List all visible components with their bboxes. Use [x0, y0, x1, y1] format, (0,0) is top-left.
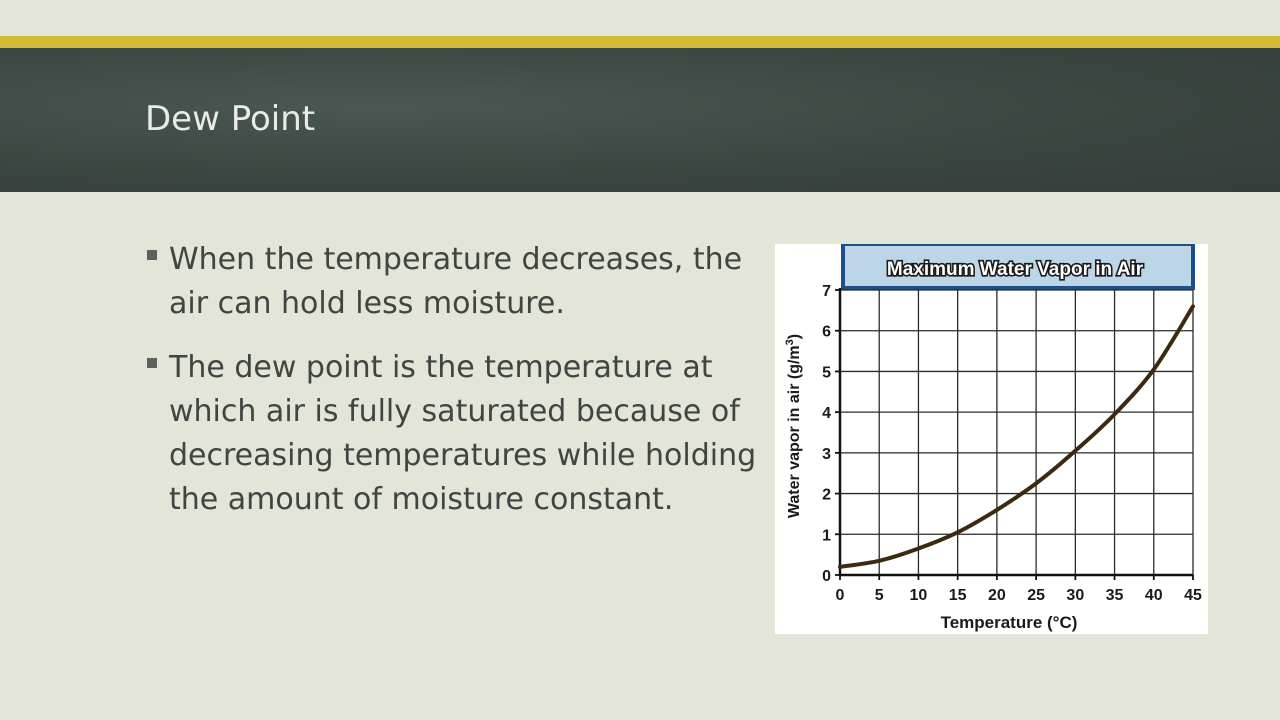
y-tick-label: 2: [822, 486, 831, 504]
y-tick-label: 5: [822, 364, 831, 382]
y-tick-label: 0: [822, 568, 831, 585]
y-axis-label-superscript: 3: [784, 339, 796, 346]
slide-title: Dew Point: [145, 99, 316, 139]
axis-layer: [835, 288, 1193, 580]
x-tick-label: 5: [874, 587, 884, 604]
bullet-item: [145, 346, 765, 522]
x-tick-label: 0: [835, 587, 845, 604]
water-vapor-chart: [775, 244, 1208, 634]
x-tick-label: 25: [1027, 587, 1046, 604]
x-tick-label: 15: [948, 587, 967, 604]
y-tick-label: 1: [822, 527, 831, 545]
x-tick-label: 45: [1184, 587, 1202, 604]
chart-panel: [775, 244, 1208, 634]
y-axis-label-main: Water vapor in air (g/m: [786, 345, 803, 519]
square-bullet-icon: [147, 358, 157, 368]
y-tick-label: 7: [822, 283, 831, 300]
accent-bar: [0, 36, 1280, 48]
bullet-list: [145, 238, 765, 542]
x-tick-label: 20: [987, 587, 1006, 604]
y-axis-label-close: ): [786, 333, 803, 340]
bullet-text: The dew point is the temperature at which air is fully saturated because of decreasing temperatures while holding the amount of moisture constant.: [169, 350, 757, 517]
square-bullet-icon: [147, 250, 157, 260]
x-tick-label: 10: [909, 587, 928, 604]
y-tick-label: 6: [822, 323, 831, 341]
bullet-text: When the temperature decreases, the air can hold less moisture.: [169, 242, 743, 321]
x-axis-label: Temperature (°C): [940, 613, 1078, 632]
grid-layer: [840, 290, 1193, 575]
bullet-item: [145, 238, 765, 326]
x-tick-label: 35: [1105, 587, 1124, 604]
saturation-curve: [840, 306, 1193, 567]
y-axis-label: [784, 334, 803, 518]
y-tick-label: 4: [822, 405, 831, 423]
x-tick-label: 40: [1144, 587, 1163, 604]
y-tick-label: 3: [822, 445, 831, 463]
series-layer: [840, 306, 1193, 567]
chart-title: Maximum Water Vapor in Air: [886, 259, 1144, 280]
x-tick-label: 30: [1066, 587, 1085, 604]
